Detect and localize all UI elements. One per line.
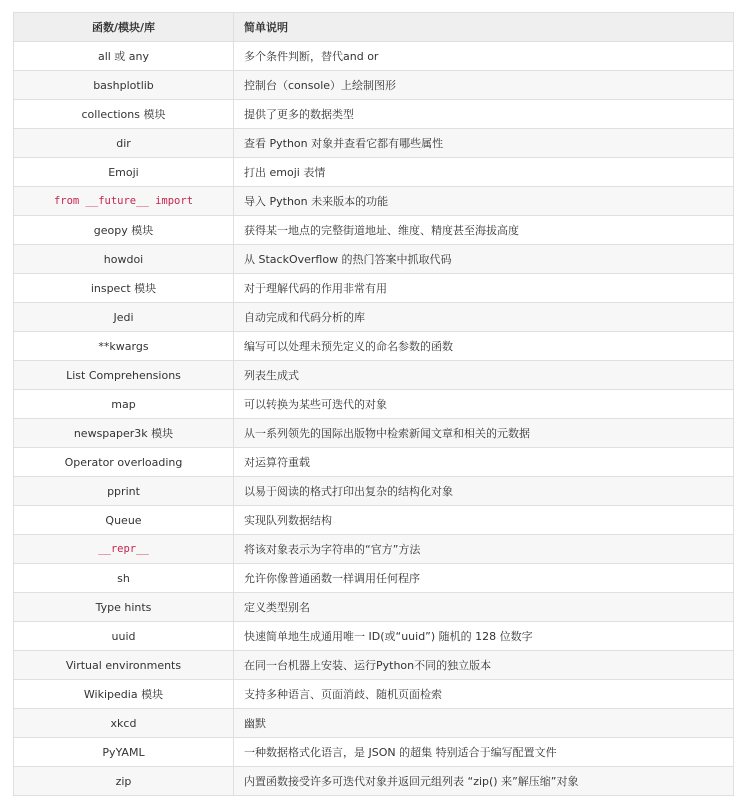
table-header bbox=[14, 13, 734, 42]
table-row bbox=[14, 303, 734, 332]
description-cell: 一种数据格式化语言，是 JSON 的超集 特别适合于编写配置文件 bbox=[234, 738, 734, 767]
description-cell: 对于理解代码的作用非常有用 bbox=[234, 274, 734, 303]
description-cell: 多个条件判断，替代and or bbox=[234, 42, 734, 71]
table-row bbox=[14, 477, 734, 506]
function-name-cell: pprint bbox=[14, 477, 234, 506]
function-name-cell: Operator overloading bbox=[14, 448, 234, 477]
table-row bbox=[14, 390, 734, 419]
description-cell: 编写可以处理未预先定义的命名参数的函数 bbox=[234, 332, 734, 361]
description-cell: 提供了更多的数据类型 bbox=[234, 100, 734, 129]
description-cell: 可以转换为某些可迭代的对象 bbox=[234, 390, 734, 419]
table-row bbox=[14, 245, 734, 274]
table-row bbox=[14, 593, 734, 622]
table-row bbox=[14, 71, 734, 100]
description-cell: 控制台（console）上绘制图形 bbox=[234, 71, 734, 100]
function-name-cell: sh bbox=[14, 564, 234, 593]
description-cell: 快速简单地生成通用唯一 ID(或“uuid”) 随机的 128 位数字 bbox=[234, 622, 734, 651]
description-cell: 导入 Python 未来版本的功能 bbox=[234, 187, 734, 216]
description-cell: 对运算符重载 bbox=[234, 448, 734, 477]
table-row bbox=[14, 361, 734, 390]
table-row bbox=[14, 767, 734, 796]
function-name-cell: map bbox=[14, 390, 234, 419]
description-cell: 获得某一地点的完整街道地址、维度、精度甚至海拔高度 bbox=[234, 216, 734, 245]
description-cell: 幽默 bbox=[234, 709, 734, 738]
description-cell: 打出 emoji 表情 bbox=[234, 158, 734, 187]
description-cell: 允许你像普通函数一样调用任何程序 bbox=[234, 564, 734, 593]
table-row bbox=[14, 100, 734, 129]
description-cell: 定义类型别名 bbox=[234, 593, 734, 622]
table-row bbox=[14, 42, 734, 71]
function-name-cell: newspaper3k 模块 bbox=[14, 419, 234, 448]
description-cell: 列表生成式 bbox=[234, 361, 734, 390]
description-cell: 以易于阅读的格式打印出复杂的结构化对象 bbox=[234, 477, 734, 506]
function-name-cell: __repr__ bbox=[14, 535, 234, 564]
function-name-cell: dir bbox=[14, 129, 234, 158]
description-cell: 在同一台机器上安装、运行Python不同的独立版本 bbox=[234, 651, 734, 680]
function-name-cell: Emoji bbox=[14, 158, 234, 187]
function-name-cell: collections 模块 bbox=[14, 100, 234, 129]
function-name-cell: uuid bbox=[14, 622, 234, 651]
function-name-cell: inspect 模块 bbox=[14, 274, 234, 303]
function-name-cell: Queue bbox=[14, 506, 234, 535]
table-row bbox=[14, 274, 734, 303]
table-row bbox=[14, 535, 734, 564]
table-body bbox=[14, 42, 734, 796]
description-cell: 查看 Python 对象并查看它都有哪些属性 bbox=[234, 129, 734, 158]
table-row bbox=[14, 564, 734, 593]
description-cell: 实现队列数据结构 bbox=[234, 506, 734, 535]
function-name-cell: zip bbox=[14, 767, 234, 796]
table-row bbox=[14, 419, 734, 448]
function-name-cell: from __future__ import bbox=[14, 187, 234, 216]
table-row bbox=[14, 709, 734, 738]
header-description: 简单说明 bbox=[234, 13, 734, 42]
function-name-cell: xkcd bbox=[14, 709, 234, 738]
function-name-cell: geopy 模块 bbox=[14, 216, 234, 245]
function-table bbox=[13, 12, 734, 796]
function-name-cell: List Comprehensions bbox=[14, 361, 234, 390]
description-cell: 自动完成和代码分析的库 bbox=[234, 303, 734, 332]
table-row bbox=[14, 448, 734, 477]
table-row bbox=[14, 622, 734, 651]
function-name-cell: Virtual environments bbox=[14, 651, 234, 680]
table-row bbox=[14, 158, 734, 187]
description-cell: 支持多种语言、页面消歧、随机页面检索 bbox=[234, 680, 734, 709]
function-name-cell: Type hints bbox=[14, 593, 234, 622]
table-row bbox=[14, 506, 734, 535]
function-name-cell: **kwargs bbox=[14, 332, 234, 361]
table-row bbox=[14, 332, 734, 361]
table-row bbox=[14, 651, 734, 680]
function-name-cell: bashplotlib bbox=[14, 71, 234, 100]
header-function: 函数/模块/库 bbox=[14, 13, 234, 42]
function-name-cell: howdoi bbox=[14, 245, 234, 274]
table-row bbox=[14, 680, 734, 709]
header-row bbox=[14, 13, 734, 42]
table-row bbox=[14, 187, 734, 216]
function-table-container bbox=[13, 12, 733, 796]
function-name-cell: all 或 any bbox=[14, 42, 234, 71]
description-cell: 将该对象表示为字符串的“官方”方法 bbox=[234, 535, 734, 564]
function-name-cell: PyYAML bbox=[14, 738, 234, 767]
table-row bbox=[14, 216, 734, 245]
description-cell: 从 StackOverflow 的热门答案中抓取代码 bbox=[234, 245, 734, 274]
function-name-cell: Jedi bbox=[14, 303, 234, 332]
description-cell: 内置函数接受许多可迭代对象并返回元组列表 “zip() 来”解压缩”对象 bbox=[234, 767, 734, 796]
function-name-cell: Wikipedia 模块 bbox=[14, 680, 234, 709]
table-row bbox=[14, 129, 734, 158]
description-cell: 从一系列领先的国际出版物中检索新闻文章和相关的元数据 bbox=[234, 419, 734, 448]
table-row bbox=[14, 738, 734, 767]
